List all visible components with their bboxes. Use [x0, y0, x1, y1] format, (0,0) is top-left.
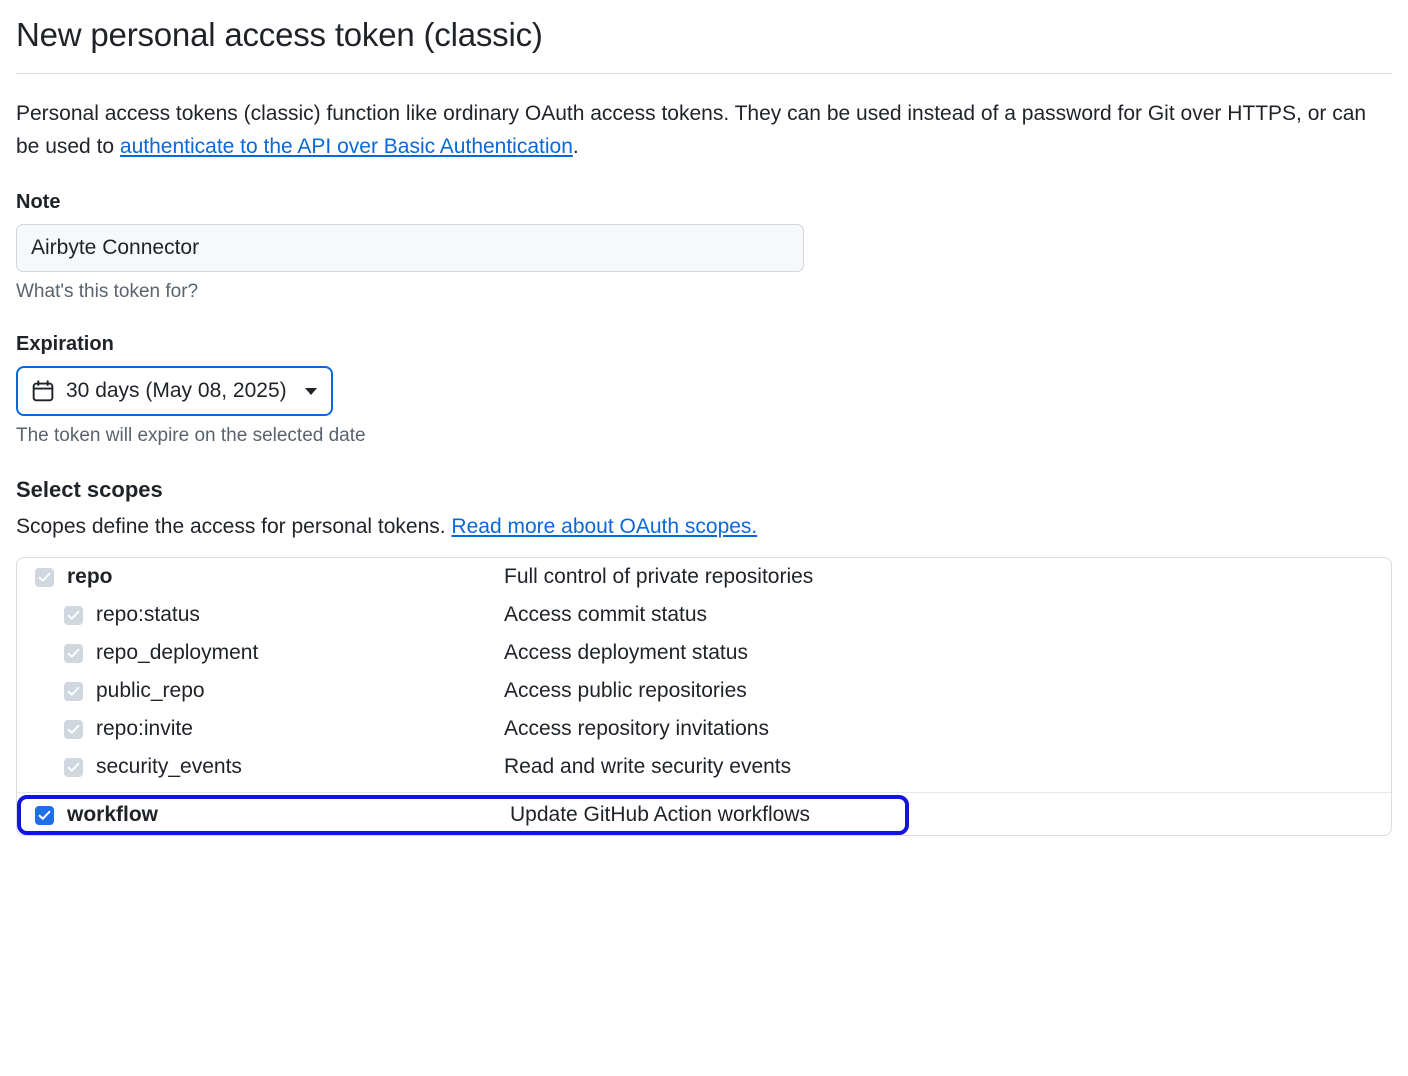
scope-row-repo-deployment[interactable]: [17, 634, 1391, 672]
scope-description: Access public repositories: [504, 679, 747, 703]
new-token-page: [0, 14, 1408, 836]
scopes-description-text: Scopes define the access for personal tokens.: [16, 515, 452, 539]
scopes-row-divider: [17, 792, 1391, 793]
scope-name: repo:invite: [96, 717, 193, 741]
chevron-down-icon: [305, 388, 317, 395]
intro-text-after: .: [572, 134, 579, 158]
select-scopes-heading: Select scopes: [16, 477, 163, 503]
expiration-value: 30 days (May 08, 2025): [66, 379, 287, 403]
note-input[interactable]: [16, 224, 804, 272]
checkbox-repo-deployment[interactable]: [64, 644, 83, 663]
scope-row-public-repo[interactable]: [17, 672, 1391, 710]
intro-text-before: Personal access tokens (classic) function like ordinary OAuth access tokens. They can be used instead of a password for Git over HTTPS, or can be used to: [16, 102, 1367, 158]
checkbox-repo-invite[interactable]: [64, 720, 83, 739]
title-divider: [16, 73, 1392, 74]
scope-row-workflow-highlighted[interactable]: [17, 795, 909, 835]
scope-row-repo-status[interactable]: [17, 596, 1391, 634]
scope-description: Update GitHub Action workflows: [510, 803, 810, 827]
scope-description: Full control of private repositories: [504, 565, 814, 589]
checkbox-public-repo[interactable]: [64, 682, 83, 701]
scope-description: Read and write security events: [504, 755, 792, 779]
checkbox-repo-status[interactable]: [64, 606, 83, 625]
expiration-label: Expiration: [16, 333, 114, 356]
basic-auth-doc-link[interactable]: authenticate to the API over Basic Authentication: [119, 134, 573, 158]
scopes-description: [16, 515, 1392, 539]
scope-description: Access commit status: [504, 603, 708, 627]
checkbox-security-events[interactable]: [64, 758, 83, 777]
scope-description: Access deployment status: [504, 641, 748, 665]
scope-name: workflow: [67, 803, 159, 827]
checkbox-workflow[interactable]: [35, 806, 54, 825]
oauth-scopes-doc-link[interactable]: Read more about OAuth scopes.: [451, 515, 758, 539]
scope-row-repo-invite[interactable]: [17, 710, 1391, 748]
scope-description: Access repository invitations: [504, 717, 769, 741]
scope-name: public_repo: [96, 679, 205, 703]
scopes-list: [16, 557, 1392, 836]
intro-paragraph: [16, 98, 1392, 163]
scope-row-security-events[interactable]: [17, 748, 1391, 786]
scope-name: repo: [67, 565, 113, 589]
scope-name: repo:status: [96, 603, 200, 627]
scope-name: security_events: [96, 755, 242, 779]
checkbox-repo[interactable]: [35, 568, 54, 587]
scope-row-repo[interactable]: [17, 558, 1391, 596]
calendar-icon: [32, 380, 54, 402]
expiration-select[interactable]: [16, 366, 333, 416]
page-title: New personal access token (classic): [16, 16, 543, 53]
note-hint: What's this token for?: [16, 281, 199, 303]
expiration-hint: The token will expire on the selected date: [16, 425, 366, 447]
note-label: Note: [16, 191, 61, 214]
scope-name: repo_deployment: [96, 641, 259, 665]
